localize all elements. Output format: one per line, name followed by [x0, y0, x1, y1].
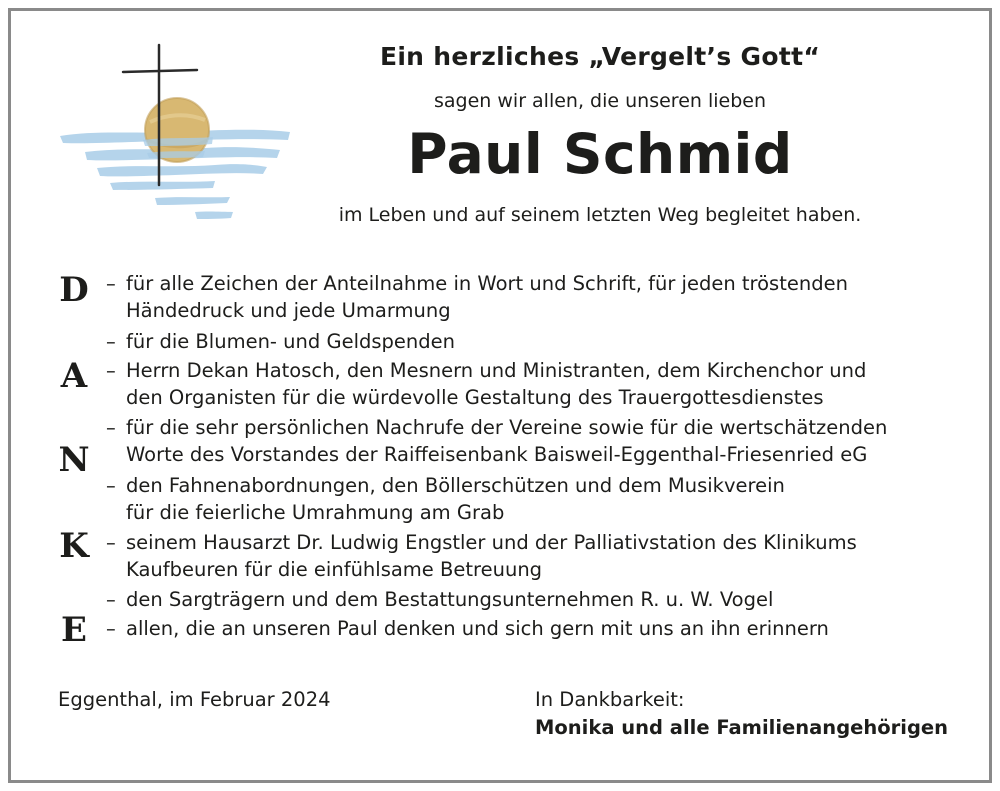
item-line: Herrn Dekan Hatosch, den Mesnern und Ministranten, dem Kirchenchor und — [126, 359, 867, 382]
item-line: den Sargträgern und dem Bestattungsunternehmen R. u. W. Vogel — [126, 588, 774, 611]
cross-sun-water-icon — [55, 40, 295, 230]
list-item — [106, 270, 848, 324]
item-line: Kaufbeuren für die einfühlsame Betreuung — [126, 558, 543, 581]
headline: Ein herzliches „Vergelt’s Gott“ — [379, 42, 821, 71]
item-dash: – — [106, 359, 116, 382]
list-item — [106, 328, 455, 355]
acrostic-letter: E — [61, 610, 87, 650]
acrostic-letter: D — [59, 270, 89, 310]
acrostic-letter: N — [58, 440, 90, 480]
item-line: seinem Hausarzt Dr. Ludwig Engstler und der Palliativstation des Klinikums — [126, 531, 857, 554]
list-item — [106, 357, 866, 411]
list-item — [106, 472, 785, 526]
item-line: für die Blumen- und Geldspenden — [126, 330, 455, 353]
item-dash: – — [106, 531, 116, 554]
item-line: für die feierliche Umrahmung am Grab — [126, 501, 505, 524]
item-line: den Organisten für die würdevolle Gestaltung des Trauergottesdienstes — [126, 386, 824, 409]
signature: Monika und alle Familienangehörigen — [535, 716, 949, 739]
list-item — [106, 414, 887, 468]
acrostic-letter: K — [59, 526, 89, 566]
thanks-label: In Dankbarkeit: — [535, 688, 685, 711]
item-dash: – — [106, 588, 116, 611]
item-line: für die sehr persönlichen Nachrufe der Vereine sowie für die wertschätzenden — [126, 416, 888, 439]
item-dash: – — [106, 416, 116, 439]
intro-text: sagen wir allen, die unseren lieben — [434, 90, 766, 112]
item-line: den Fahnenabordnungen, den Böllerschützen und dem Musikverein — [126, 474, 785, 497]
list-item — [106, 529, 857, 583]
list-item — [106, 586, 773, 613]
acrostic-letter: A — [60, 356, 88, 396]
item-dash: – — [106, 617, 116, 640]
item-dash: – — [106, 330, 116, 353]
list-item — [106, 615, 829, 642]
item-line: Händedruck und jede Umarmung — [126, 299, 451, 322]
item-line: Worte des Vorstandes der Raiffeisenbank Baisweil-Eggenthal-Friesenried eG — [126, 443, 868, 466]
item-line: allen, die an unseren Paul denken und sich gern mit uns an ihn erinnern — [126, 617, 829, 640]
item-dash: – — [106, 474, 116, 497]
item-dash: – — [106, 272, 116, 295]
place-date: Eggenthal, im Februar 2024 — [58, 688, 331, 711]
outro-text: im Leben und auf seinem letzten Weg begleitet haben. — [338, 204, 862, 226]
item-line: für alle Zeichen der Anteilnahme in Wort und Schrift, für jeden tröstenden — [126, 272, 848, 295]
deceased-name: Paul Schmid — [407, 122, 793, 186]
